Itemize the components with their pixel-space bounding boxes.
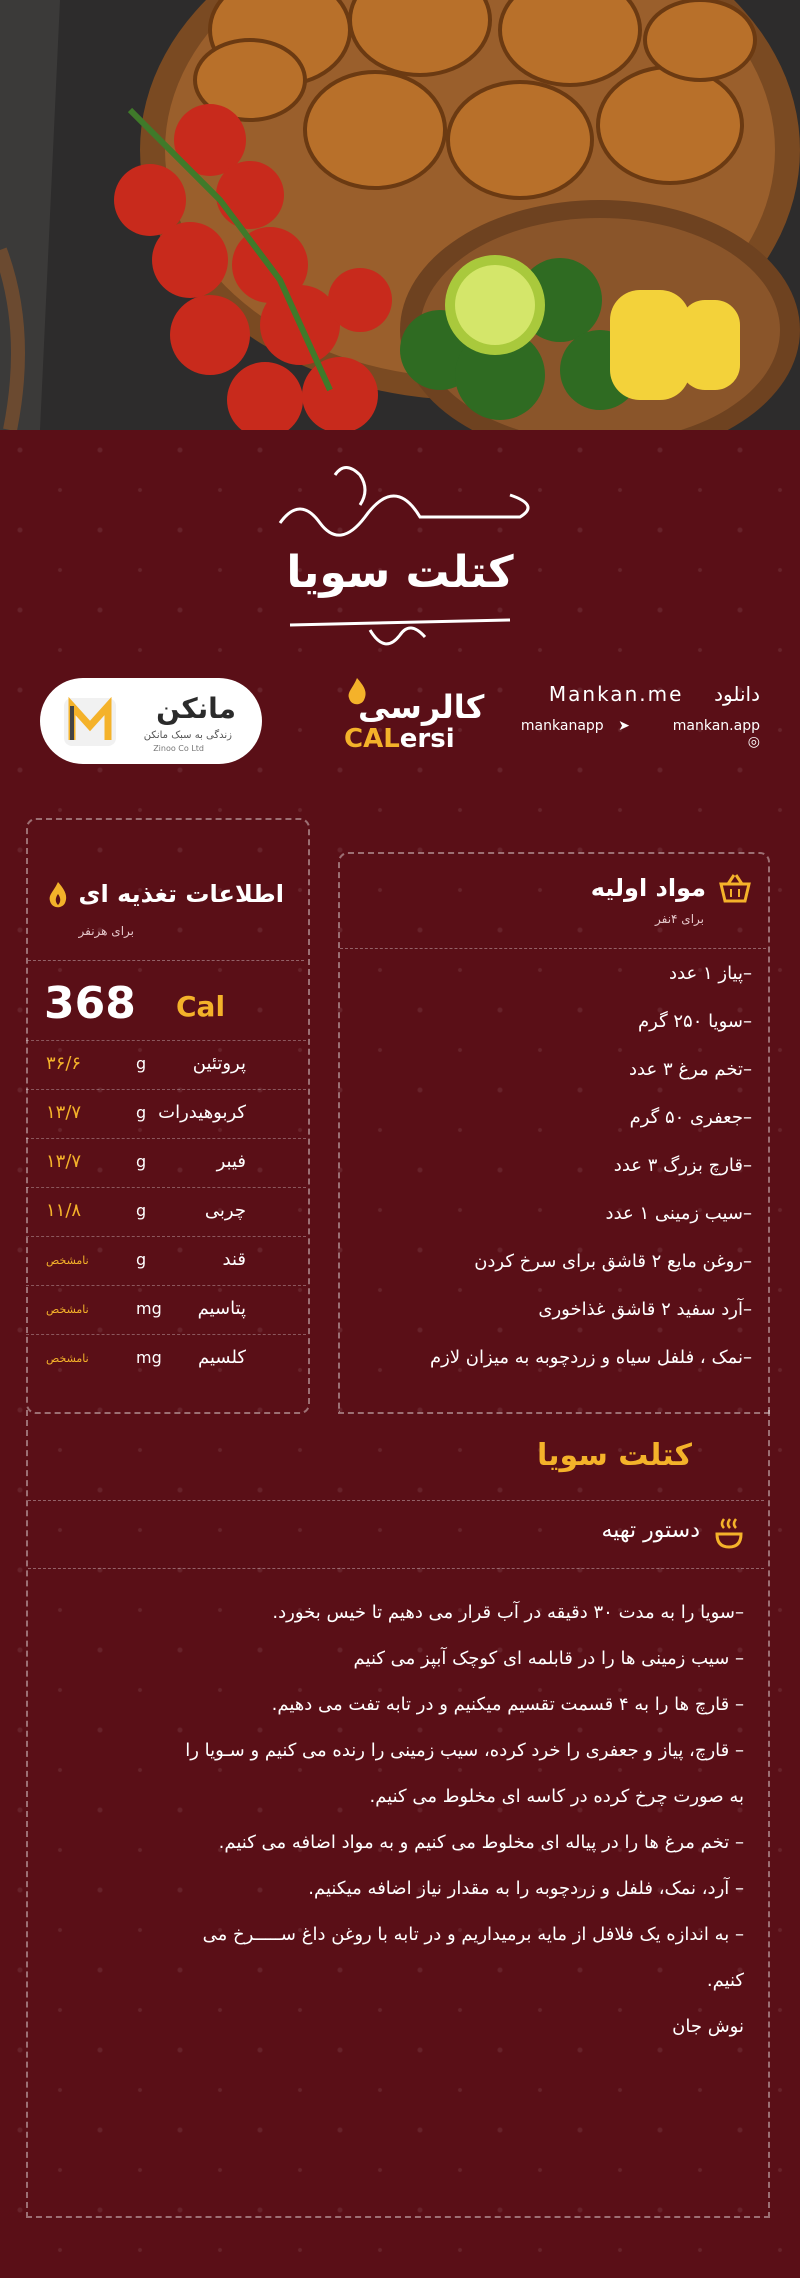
- download-label: دانلود: [714, 682, 760, 706]
- ingredient-item: –روغن مایع ۲ قاشق برای سرخ کردن: [474, 1251, 752, 1272]
- calersi-ersi: ersi: [399, 724, 455, 754]
- page-title: کتلت سویا: [286, 547, 514, 598]
- nutrient-label: پتاسیم: [197, 1298, 246, 1319]
- nutrition-row: [26, 1187, 306, 1236]
- nutrient-unit: mg: [136, 1299, 162, 1318]
- brand-bar: [0, 668, 800, 768]
- mankan-tagline: زندگی به سبک مانکن: [143, 730, 232, 741]
- method-heading: دستور تهیه: [601, 1518, 700, 1543]
- method-step: نوش جان: [672, 2016, 744, 2037]
- calories-unit: Cal: [176, 990, 226, 1023]
- nutrition-per: برای هرنفر: [78, 924, 134, 938]
- method-step: کنیم.: [706, 1970, 744, 1991]
- nutrition-row: [26, 1040, 306, 1089]
- ingredient-item: –سویا ۲۵۰ گرم: [638, 1011, 752, 1032]
- method-step: –سویا را به مدت ۳۰ دقیقه در آب قرار می دهیم تا خیس بخورد.: [272, 1602, 744, 1623]
- nutrient-label: چربی: [204, 1200, 246, 1221]
- nutrition-row: [26, 1089, 306, 1138]
- download-info: [500, 682, 760, 752]
- nutrient-label: قند: [222, 1249, 246, 1270]
- nutrition-divider: [28, 960, 304, 961]
- ingredient-item: –نمک ، فلفل سیاه و زردچوبه به میزان لازم: [429, 1347, 752, 1368]
- method-divider-top: [28, 1500, 764, 1501]
- ingredient-item: –سیب زمینی ۱ عدد: [605, 1203, 752, 1224]
- ingredient-item: –پیاز ۱ عدد: [669, 963, 752, 984]
- instagram-handle[interactable]: mankan.app: [672, 718, 760, 734]
- method-step: – سیب زمینی ها را در قابلمه ای کوچک آبپز می کنیم: [353, 1648, 744, 1669]
- social-links: [500, 718, 760, 750]
- nutrient-value: ۱۳/۷: [46, 1151, 82, 1172]
- nutrient-unit: g: [136, 1054, 147, 1073]
- ingredients-serves: برای ۴نفر: [655, 912, 704, 926]
- calersi-name-fa: کالرسی: [358, 688, 485, 726]
- hero-food-photo: [0, 0, 800, 430]
- nutrient-label: کربوهیدرات: [158, 1102, 246, 1123]
- ingredient-item: –تخم مرغ ۳ عدد: [629, 1059, 752, 1080]
- nutrient-label: فیبر: [216, 1151, 246, 1172]
- method-step: – آرد، نمک، فلفل و زردچوبه را به مقدار نیاز اضافه میکنیم.: [308, 1878, 744, 1899]
- basket-icon: [718, 872, 752, 904]
- method-steps: [64, 1590, 744, 2050]
- ingredients-divider: [340, 948, 766, 949]
- mankan-company: Zinoo Co Ltd: [153, 744, 204, 753]
- calersi-name-en: [344, 724, 455, 754]
- ingredient-item: –جعفری ۵۰ گرم: [629, 1107, 752, 1128]
- nutrient-label: کلسیم: [198, 1347, 246, 1368]
- nutrient-value: نامشخص: [46, 1254, 89, 1267]
- method-step: به صورت چرخ کرده در کاسه ای مخلوط می کنیم.: [369, 1786, 744, 1807]
- nutrient-value: نامشخص: [46, 1352, 89, 1365]
- nutrient-unit: g: [136, 1152, 147, 1171]
- nutrient-value: ۱۳/۷: [46, 1102, 82, 1123]
- calories-value: 368: [44, 978, 136, 1029]
- ingredients-heading: مواد اولیه: [590, 874, 706, 902]
- method-divider: [28, 1568, 764, 1569]
- calersi-logo[interactable]: [340, 668, 485, 768]
- steaming-pot-icon: [714, 1516, 744, 1550]
- title-ornament: [0, 455, 800, 665]
- nutrient-unit: mg: [136, 1348, 162, 1367]
- method-step: – تخم مرغ ها را در پیاله ای مخلوط می کنیم و به مواد اضافه می کنیم.: [218, 1832, 744, 1853]
- ingredient-item: –قارچ بزرگ ۳ عدد: [613, 1155, 752, 1176]
- nutrient-unit: g: [136, 1103, 147, 1122]
- calersi-cal: CAL: [344, 724, 400, 754]
- nutrient-value: ۱۱/۸: [46, 1200, 82, 1221]
- flame-icon: [46, 880, 70, 910]
- ingredients-list: [332, 950, 752, 1382]
- download-site[interactable]: Mankan.me: [548, 682, 684, 706]
- nutrient-value: نامشخص: [46, 1303, 89, 1316]
- instagram-icon: ◎: [747, 734, 760, 750]
- method-step: – قارچ، پیاز و جعفری را خرد کرده، سیب زمینی را رنده می کنیم و سـویا را: [185, 1740, 744, 1761]
- nutrient-value: ۳۶/۶: [46, 1053, 82, 1074]
- nutrition-heading: اطلاعات تغذیه ای: [78, 880, 284, 908]
- nutrient-unit: g: [136, 1201, 147, 1220]
- nutrition-table: [26, 1040, 306, 1383]
- nutrient-unit: g: [136, 1250, 147, 1269]
- method-step: – قارچ ها را به ۴ قسمت تقسیم میکنیم و در تابه تفت می دهیم.: [271, 1694, 744, 1715]
- download-line[interactable]: [500, 682, 760, 706]
- nutrient-label: پروتئین: [192, 1053, 246, 1074]
- mankan-name: مانکن: [156, 692, 236, 725]
- nutrition-row: [26, 1334, 306, 1383]
- mankan-logo-badge[interactable]: [40, 678, 262, 764]
- nutrition-row: [26, 1138, 306, 1187]
- method-recipe-title: کتلت سویا: [537, 1438, 692, 1473]
- ingredient-item: –آرد سفید ۲ قاشق غذاخوری: [538, 1299, 752, 1320]
- nutrition-row: [26, 1236, 306, 1285]
- mankan-logo-icon: [62, 696, 118, 748]
- method-step: – به اندازه یک فلافل از مایه برمیداریم و در تابه با روغن داغ ســـــرخ می: [202, 1924, 744, 1945]
- telegram-handle[interactable]: mankanapp: [520, 718, 604, 734]
- telegram-icon: ➤: [618, 718, 630, 734]
- nutrition-row: [26, 1285, 306, 1334]
